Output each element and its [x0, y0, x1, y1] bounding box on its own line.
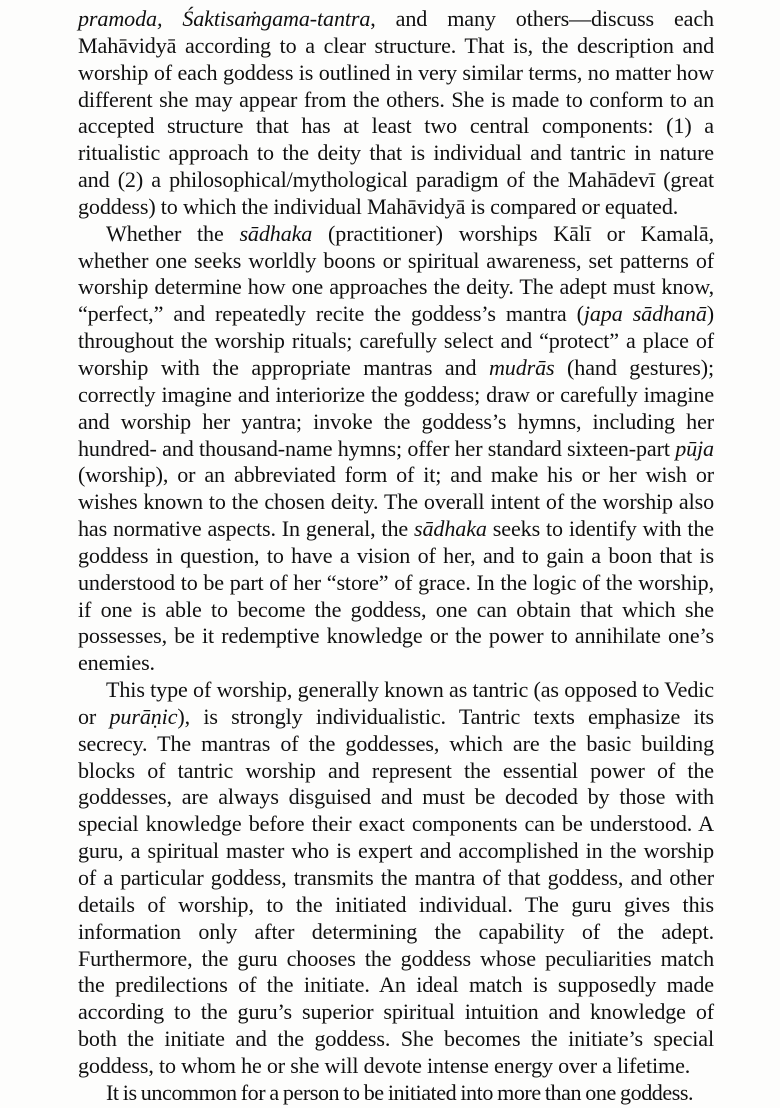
text-run: It is uncommon for a person to be initiated into more than one goddess.	[106, 1079, 694, 1105]
text-run: seeks to identify with the goddess in question, to have a vision of her, and to gain a boon that is understood to be part of her “store” of grace. In the logic of the worship, if one is able to become the goddess, one can obtain that which she possesses, be it redemptive knowledge or the power to annihilate one’s enemies.	[78, 516, 714, 676]
text-run: This type of worship, generally known as tantric (as opposed to Vedic or	[78, 677, 714, 729]
italic-term: purāṇic	[109, 703, 178, 729]
italic-term: sādhaka	[414, 516, 487, 542]
italic-term: japa sādhanā	[583, 301, 707, 327]
paragraph	[78, 221, 714, 677]
paragraph	[78, 677, 714, 1080]
text-run: (worship), or an abbreviated form of it; and make his or her wish or wishes known to the chosen deity. The overall intent of the worship also has normative aspects. In general, the	[78, 462, 714, 542]
paragraph	[78, 1080, 714, 1107]
italic-term: pramoda, Śaktisaṁgama-tantra	[78, 6, 371, 31]
page-text-block	[78, 6, 714, 1107]
text-run: ), is strongly individualistic. Tantric texts emphasize its secrecy. The mantras of the goddesses, which are the basic building blocks of tantric worship and represent the essential power of the goddesses, are always disguised and must be decoded by those with special knowledge before their exact components can be understood. A guru, a spiritual master who is expert and accomplished in the worship of a particular goddess, transmits the mantra of that goddess, and other details of worship, to the initiated individual. The guru gives this information only after determining the capability of the adept. Furthermore, the guru chooses the goddess whose peculiarities match the predilections of the initiate. An ideal match is supposedly made according to the guru’s superior spiritual intuition and knowledge of both the initiate and the goddess. She becomes the initiate’s special goddess, to whom he or she will devote intense energy over a lifetime.	[78, 703, 714, 1078]
text-run: , and many others—discuss each Mahāvidyā according to a clear structure. That is, the description and worship of each goddess is outlined in very similar terms, no matter how different she may appear from the others. She is made to conform to an accepted structure that has at least two central components: (1) a ritualistic approach to the deity that is individual and tantric in nature and (2) a philosophical/mythological paradigm of the Mahādevī (great goddess) to which the individual Mahāvidyā is compared or equated.	[78, 6, 714, 219]
italic-term: pūja	[675, 435, 714, 461]
text-run: (practitioner) worships Kālī or Kamalā, whether one seeks worldly boons or spiritual awareness, set patterns of worship determine how one approaches the deity. The adept must know, “perfect,” and repeatedly recite the goddess’s mantra (	[78, 220, 714, 327]
italic-term: sādhaka	[239, 220, 313, 246]
paragraph	[78, 6, 714, 221]
text-run: ) throughout the worship rituals; carefully select and “protect” a place of worship with the appropriate mantras and	[78, 301, 714, 380]
italic-term: mudrās	[488, 354, 555, 380]
text-run: Whether the	[106, 220, 240, 246]
text-run: (hand gestures); correctly imagine and interiorize the goddess; draw or carefully imagine and worship her yantra; invoke the goddess’s hymns, including her hundred- and thousand-name hymns; offer her standard sixteen-part	[78, 354, 714, 461]
